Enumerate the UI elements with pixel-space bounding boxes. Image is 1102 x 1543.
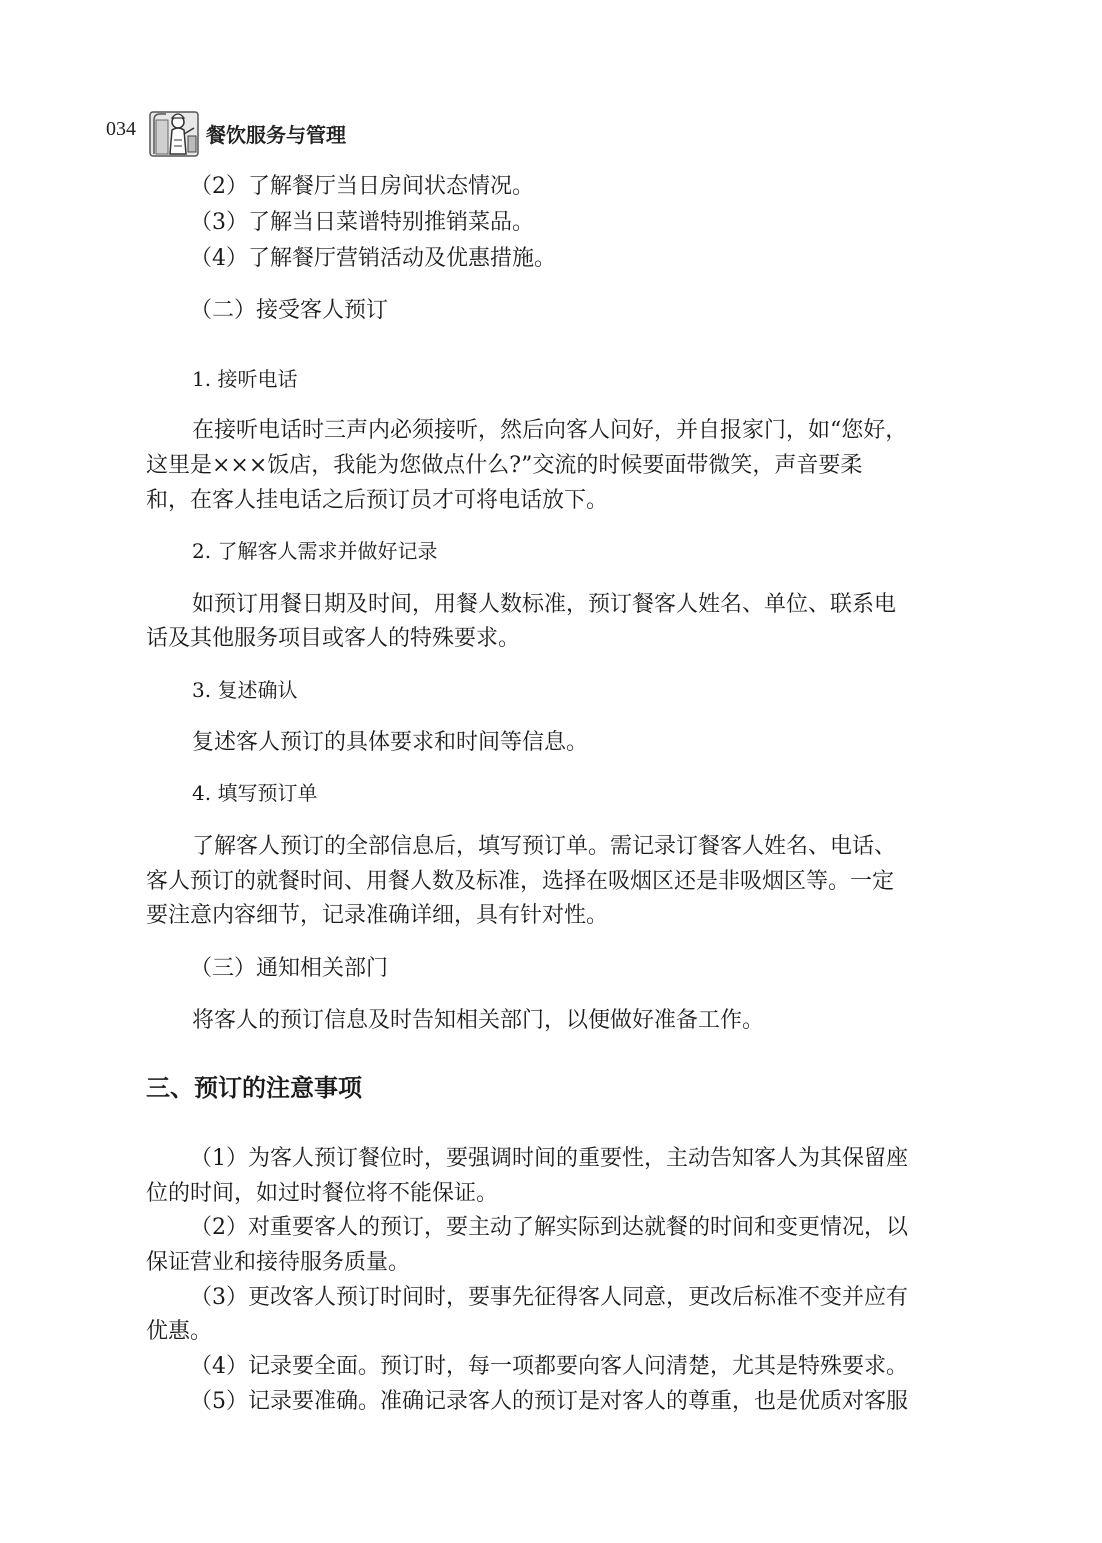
paragraph-line: 要注意内容细节，记录准确详细，具有针对性。 — [146, 903, 609, 928]
step-title-3: 3. 复述确认 — [192, 678, 298, 702]
paragraph-line: 这里是×××饭店，我能为您做点什么?”交流的时候要面带微笑，声音要柔 — [146, 453, 863, 478]
paragraph-line: 在接听电话时三声内必须接听，然后向客人问好，并自报家门，如“您好， — [192, 418, 908, 443]
paragraph-line: 话及其他服务项目或客人的特殊要求。 — [146, 626, 521, 651]
subsection-heading-notify: （三）通知相关部门 — [190, 956, 389, 981]
paragraph-line: （3）更改客人预订时间时，要事先征得客人同意，更改后标准不变并应有 — [190, 1285, 908, 1310]
paragraph-line: 保证营业和接待服务质量。 — [146, 1250, 411, 1275]
intro-item-3: （3）了解当日菜谱特别推销菜品。 — [190, 210, 534, 235]
paragraph-line: 将客人的预订信息及时告知相关部门，以便做好准备工作。 — [192, 1008, 765, 1033]
book-title: 餐饮服务与管理 — [206, 123, 346, 147]
paragraph-line: （2）对重要客人的预订，要主动了解实际到达就餐的时间和变更情况，以 — [190, 1215, 908, 1240]
paragraph-line: （1）为客人预订餐位时，要强调时间的重要性，主动告知客人为其保留座 — [190, 1146, 908, 1171]
step-title-1: 1. 接听电话 — [192, 367, 298, 391]
paragraph-line: 复述客人预订的具体要求和时间等信息。 — [192, 730, 589, 755]
paragraph-line: 客人预订的就餐时间、用餐人数及标准，选择在吸烟区还是非吸烟区等。一定 — [146, 869, 895, 894]
book-chef-logo-icon — [148, 106, 200, 158]
page-number: 034 — [106, 118, 136, 140]
paragraph-line: （4）记录要全面。预订时，每一项都要向客人问清楚，尤其是特殊要求。 — [190, 1354, 908, 1379]
paragraph-line: 位的时间，如过时餐位将不能保证。 — [146, 1181, 499, 1206]
intro-item-4: （4）了解餐厅营销活动及优惠措施。 — [190, 246, 556, 271]
step-title-4: 4. 填写预订单 — [192, 781, 318, 805]
paragraph-line: 如预订用餐日期及时间，用餐人数标准，预订餐客人姓名、单位、联系电 — [192, 592, 897, 617]
paragraph-line: 了解客人预订的全部信息后，填写预订单。需记录订餐客人姓名、电话、 — [192, 834, 897, 859]
section-heading-notes: 三、预订的注意事项 — [146, 1074, 362, 1102]
paragraph-line: （5）记录要准确。准确记录客人的预订是对客人的尊重，也是优质对客服 — [190, 1389, 908, 1414]
subsection-heading-receive: （二）接受客人预订 — [190, 298, 389, 323]
paragraph-line: 优惠。 — [146, 1319, 213, 1344]
intro-item-2: （2）了解餐厅当日房间状态情况。 — [190, 174, 534, 199]
paragraph-line: 和，在客人挂电话之后预订员才可将电话放下。 — [146, 488, 609, 513]
step-title-2: 2. 了解客人需求并做好记录 — [192, 539, 438, 563]
